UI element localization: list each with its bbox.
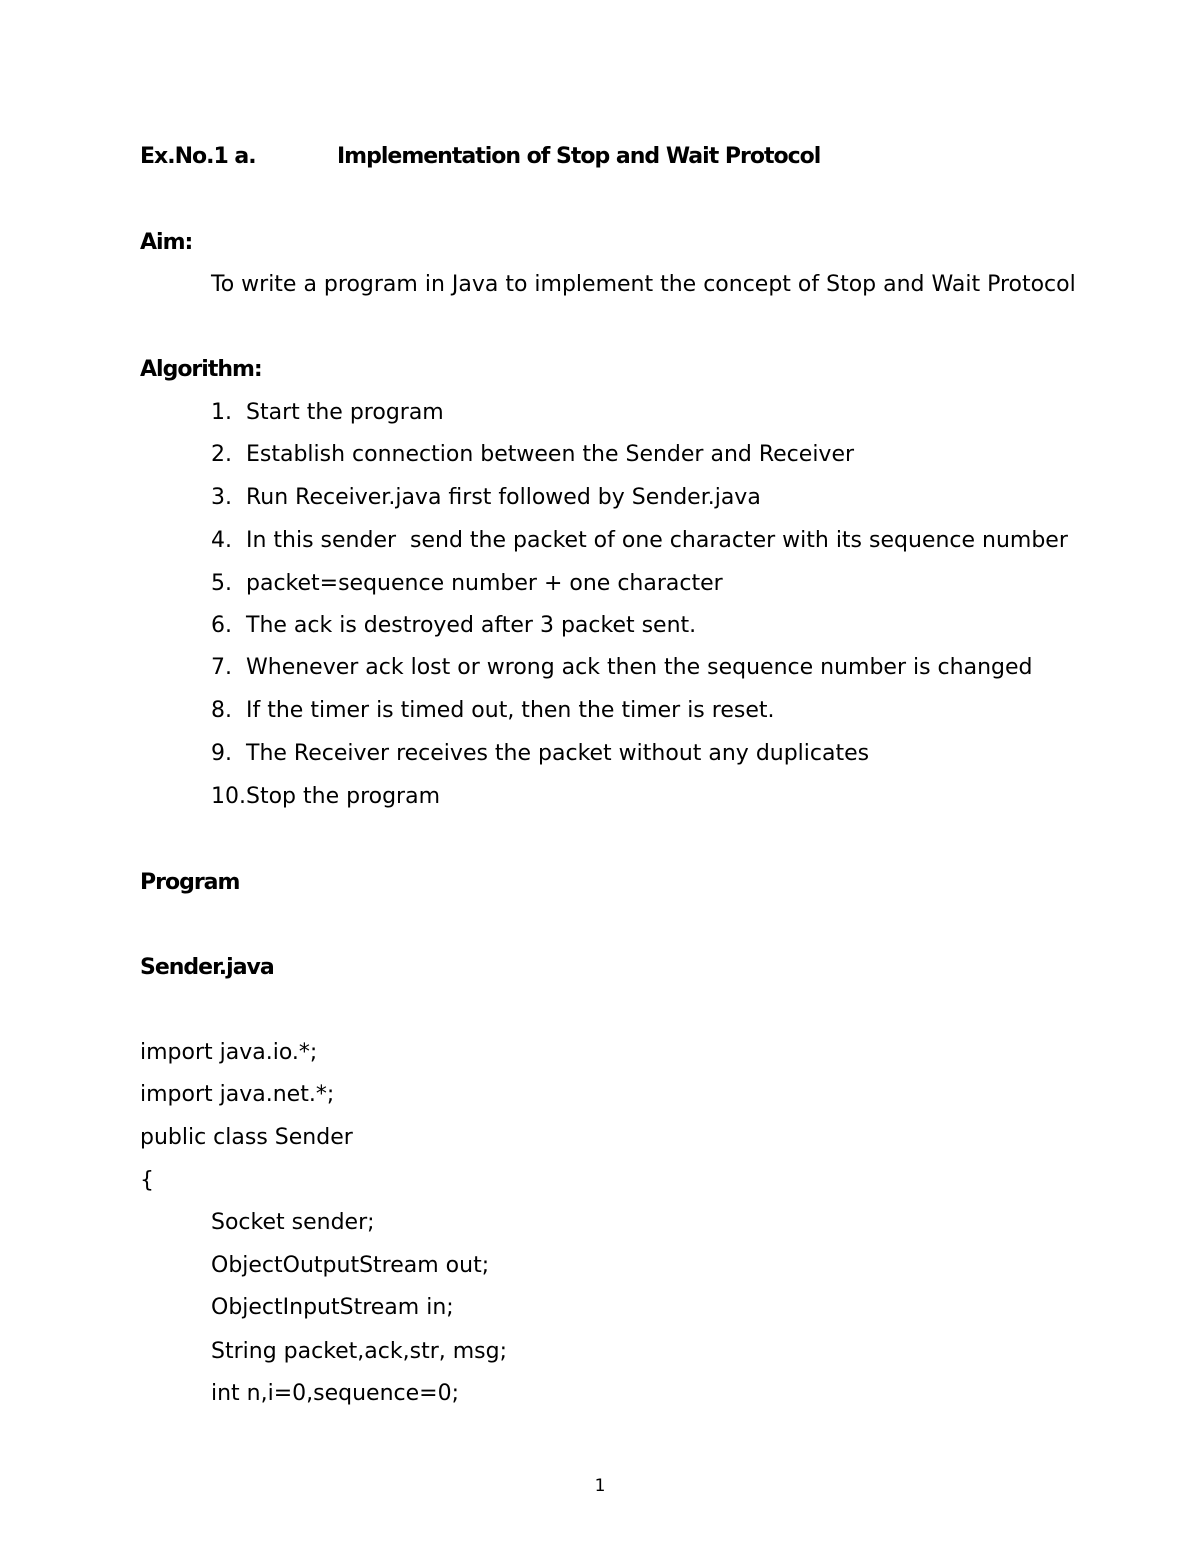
step-number: 7. xyxy=(211,655,232,680)
step-text: The Receiver receives the packet without any duplicates xyxy=(246,741,870,766)
code-line: ObjectOutputStream out; xyxy=(211,1253,490,1278)
aim-text: To write a program in Java to implement the concept of Stop and Wait Protocol xyxy=(211,272,1076,297)
code-line: import java.io.*; xyxy=(140,1040,318,1065)
step-number: 1. xyxy=(211,400,232,425)
step-number: 2. xyxy=(211,442,232,467)
step-text: Establish connection between the Sender and Receiver xyxy=(246,442,855,467)
step-number: 6. xyxy=(211,613,232,638)
step-number: 10. xyxy=(211,784,246,809)
code-line: public class Sender xyxy=(140,1125,353,1150)
page-title: Implementation of Stop and Wait Protocol xyxy=(337,144,821,169)
step-text: Stop the program xyxy=(246,784,441,809)
program-heading: Program xyxy=(140,870,240,895)
step-number: 5. xyxy=(211,571,232,596)
step-text: Run Receiver.java first followed by Sender.java xyxy=(246,485,761,510)
code-line: import java.net.*; xyxy=(140,1082,335,1107)
step-text: Start the program xyxy=(246,400,444,425)
code-line: ObjectInputStream in; xyxy=(211,1295,454,1320)
page-number: 1 xyxy=(594,1476,606,1496)
step-text: packet=sequence number + one character xyxy=(246,571,723,596)
file-heading: Sender.java xyxy=(140,955,274,980)
step-number: 4. xyxy=(211,528,232,553)
step-number: 8. xyxy=(211,698,232,723)
step-text: The ack is destroyed after 3 packet sent. xyxy=(246,613,697,638)
code-line: { xyxy=(140,1168,154,1193)
aim-heading: Aim: xyxy=(140,230,193,255)
code-line: int n,i=0,sequence=0; xyxy=(211,1381,460,1406)
code-line: String packet,ack,str, msg; xyxy=(211,1339,508,1364)
exercise-number: Ex.No.1 a. xyxy=(140,144,256,169)
algorithm-heading: Algorithm: xyxy=(140,357,262,382)
step-text: Whenever ack lost or wrong ack then the sequence number is changed xyxy=(246,655,1033,680)
step-text: In this sender send the packet of one character with its sequence number xyxy=(246,528,1068,553)
step-text: If the timer is timed out, then the timer is reset. xyxy=(246,698,775,723)
step-number: 3. xyxy=(211,485,232,510)
step-number: 9. xyxy=(211,741,232,766)
code-line: Socket sender; xyxy=(211,1210,375,1235)
